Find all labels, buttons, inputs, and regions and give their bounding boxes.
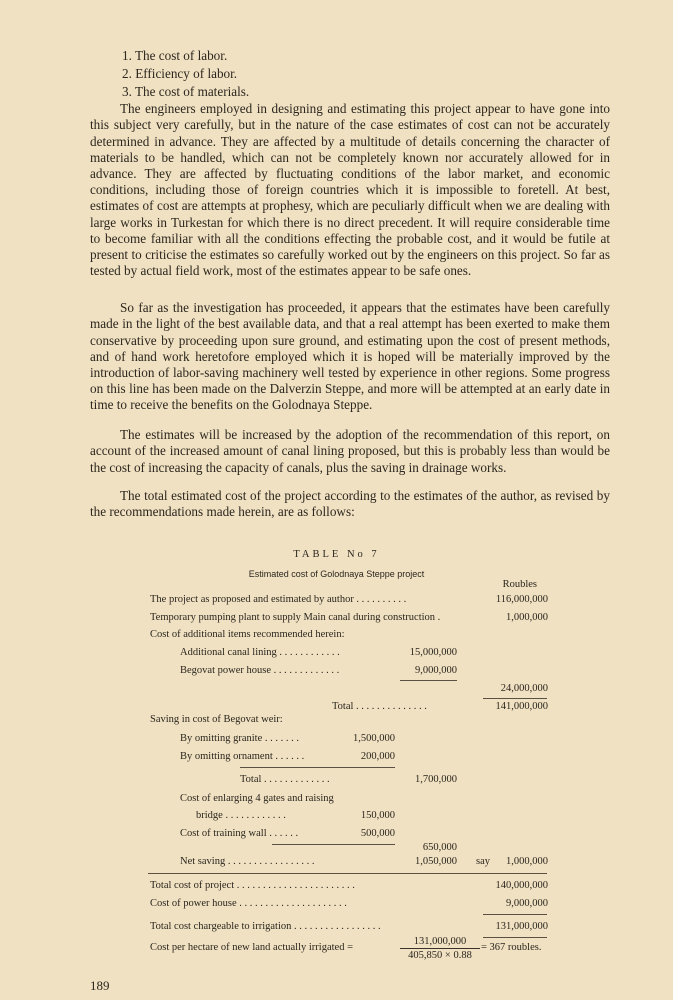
row-power-house-value: 9,000,000 [415,665,457,676]
table-title: TABLE No 7 [293,549,380,560]
row-saving-total-label: Total . . . . . . . . . . . . . [240,774,330,785]
row-canal-lining-label: Additional canal lining . . . . . . . . . . . . [180,647,340,658]
row-power-cost-label: Cost of power house . . . . . . . . . . . . . . . . . . . . . [150,898,347,909]
rule-saving-items [240,767,395,768]
row-granite-label: By omitting granite . . . . . . . [180,733,299,744]
rule-power-cost [483,914,547,915]
row-gates-label: Cost of enlarging 4 gates and raising [180,793,334,804]
row-irrigation-label: Total cost chargeable to irrigation . . . . . . . . . . . . . . . . . [150,921,381,932]
row-additional-heading: Cost of additional items recommended herein: [150,629,345,640]
paragraph-3-text: The estimates will be increased by the adoption of the recommendation of this report, on account of the increased amount of canal lining proposed, but this is probably less than would be the cost of increasing the capacity of canals, plus the saving in drainage works. [90,427,610,475]
row-irrigation-value: 131,000,000 [495,921,548,932]
row-pumping-label: Temporary pumping plant to supply Main canal during construction . [150,612,441,623]
rule-net-saving [148,873,547,874]
rule-additional-sum [483,698,547,699]
row-additional-sum: 24,000,000 [500,683,548,694]
row-training-wall-label: Cost of training wall . . . . . . [180,828,299,839]
row-training-wall-value: 500,000 [360,828,395,839]
list-item-3: 3. The cost of materials. [122,84,250,99]
paragraph-1-text: The engineers employed in designing and estimating this project appear to have gone into this subject very carefully, but in the nature of the case estimates of cost can not be accurately determined in advance. They are affected by a multitude of details concerning the character of materials to be handled, which can not be completely known nor accurately allowed for in advance. They are affected by fluctuating conditions of the labor market, and economic conditions, including those of foreign countries which it is impossible to foretell. At best, estimates of cost are attempts at prophesy, which are peculiarly difficult when we are dealing with large works in Turkestan for which there is no direct precedent. It will require considerable time to become familiar with all the conditions effecting the probable cost, and it would be futile at present to criticise the estimates so carefully worked out by the engineers on this project. So far as tested by actual field work, most of the estimates appear to be safe ones. [90,101,610,279]
page-number: 189 [90,978,110,993]
row-hectare-result: = 367 roubles. [481,942,542,953]
hectare-fraction [400,936,480,961]
row-saving-total-value: 1,700,000 [415,774,457,785]
row-power-cost-value: 9,000,000 [506,898,548,909]
row-net-saving-say: say [476,856,490,867]
row-net-saving-rounded: 1,000,000 [506,856,548,867]
row-extra-costs-sum: 650,000 [422,842,457,853]
row-total-cost-value: 140,000,000 [495,880,548,891]
fraction-numerator: 131,000,000 [400,936,480,949]
list-item-2: 2. Efficiency of labor. [122,66,238,81]
paragraph-1 [90,101,610,279]
paragraph-4-text: The total estimated cost of the project according to the estimates of the author, as revised by the recommendations made herein, are as follows: [90,488,610,520]
row-total-value: 141,000,000 [495,701,548,712]
list-item-1: 1. The cost of labor. [122,48,228,63]
row-ornament-label: By omitting ornament . . . . . . [180,751,305,762]
row-total-cost-label: Total cost of project . . . . . . . . . . . . . . . . . . . . . . . [150,880,355,891]
row-net-saving-value: 1,050,000 [415,856,457,867]
fraction-denominator: 405,850 × 0.88 [408,950,472,961]
row-saving-heading: Saving in cost of Begovat weir: [150,714,283,725]
rule-irrigation [483,937,547,938]
table-subtitle: Estimated cost of Golodnaya Steppe project [248,569,425,579]
row-project-value: 116,000,000 [495,594,548,605]
row-hectare-label: Cost per hectare of new land actually irrigated = [150,942,354,953]
row-bridge-value: 150,000 [360,810,395,821]
rule-extra-costs [272,844,395,845]
paragraph-4 [90,488,610,520]
row-pumping-value: 1,000,000 [506,612,548,623]
row-net-saving-label: Net saving . . . . . . . . . . . . . . . . . [180,856,315,867]
rule-additional-items [400,680,457,681]
row-project-label: The project as proposed and estimated by author . . . . . . . . . . [150,594,407,605]
paragraph-2-text: So far as the investigation has proceeded, it appears that the estimates have been carefully made in the light of the best available data, and that a real attempt has been exerted to make them conservative by proceeding upon sure ground, and estimating upon the cost of present methods, and of hand work heretofore employed which it is hoped will be materially improved by the introduction of labor-saving machinery well tested by experience in other regions. Some progress on this line has been made on the Dalverzin Steppe, and more will be attempted at an early date in time to receive the benefits on the Golodnaya Steppe. [90,300,610,413]
row-bridge-label: bridge . . . . . . . . . . . . [196,810,286,821]
row-total-label: Total . . . . . . . . . . . . . . [332,701,427,712]
paragraph-3 [90,427,610,476]
row-canal-lining-value: 15,000,000 [409,647,457,658]
row-granite-value: 1,500,000 [353,733,395,744]
unit-header: Roubles [502,579,537,590]
paragraph-2 [90,300,610,413]
row-ornament-value: 200,000 [360,751,395,762]
row-power-house-label: Begovat power house . . . . . . . . . . . . . [180,665,340,676]
